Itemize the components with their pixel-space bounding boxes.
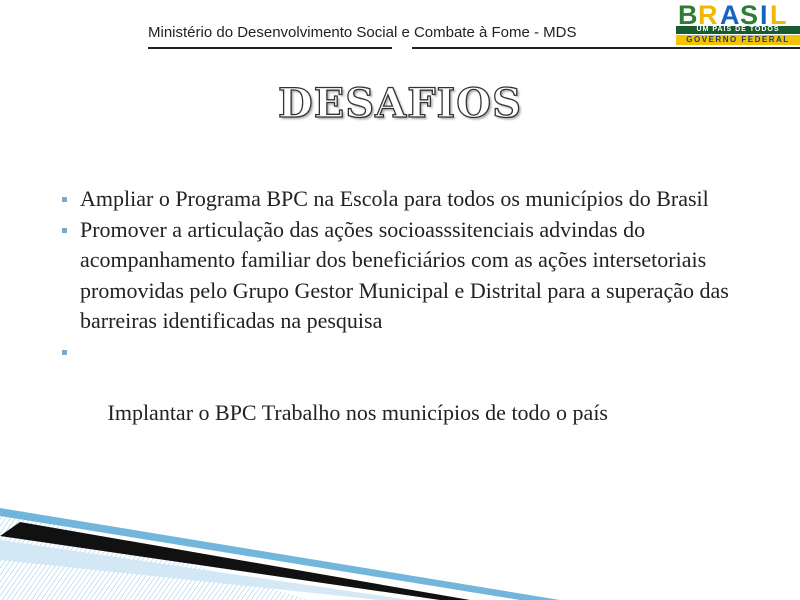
corner-decoration (0, 470, 800, 600)
svg-text:B: B (678, 0, 698, 26)
header-rule (148, 47, 800, 49)
header-rule-gap (392, 46, 412, 50)
square-bullet-icon (62, 350, 67, 355)
bullet-text: Ampliar o Programa BPC na Escola para todos os municípios do Brasil (80, 186, 709, 211)
brasil-logo (676, 0, 800, 46)
square-bullet-icon (62, 228, 67, 233)
bullet-item (62, 184, 762, 215)
bullet-text: Promover a articulação das ações socioasssitenciais advindas do acompanhamento familiar dos beneficiários com as ações intersetoriais promovidas pelo Grupo Gestor Municipal e Distrital para a superação das barreiras identificadas na pesquisa (80, 216, 729, 333)
bullet-item (62, 215, 762, 337)
svg-text:I: I (760, 0, 768, 26)
bullet-item (62, 337, 762, 459)
logo-slogan: UM PAÍS DE TODOS (696, 26, 780, 33)
svg-text:A: A (720, 0, 740, 26)
header-ministry: Ministério do Desenvolvimento Social e Combate à Fome - MDS (148, 24, 577, 41)
logo-government: GOVERNO FEDERAL (686, 35, 790, 44)
bullet-text: Implantar o BPC Trabalho nos municípios de todo o país (102, 399, 608, 425)
slide-title: DESAFIOS (278, 80, 522, 127)
square-bullet-icon (62, 197, 67, 202)
svg-text:R: R (698, 0, 718, 26)
brasil-wordmark-logo (676, 0, 800, 26)
svg-text:S: S (740, 0, 759, 26)
svg-text:L: L (770, 0, 787, 26)
bullet-list (62, 184, 762, 459)
